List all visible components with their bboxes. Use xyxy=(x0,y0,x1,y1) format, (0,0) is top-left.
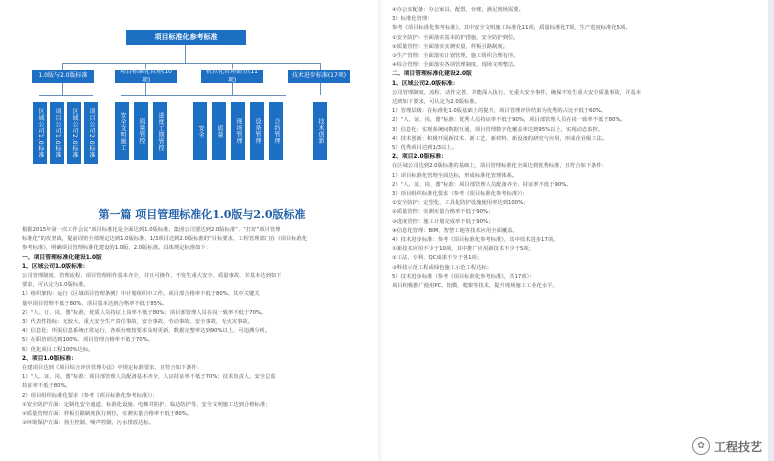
org-l3-box: 进度工期管控 xyxy=(153,102,167,160)
body-line: 2）“人、证、岗、器”标准：项目部管理人员配备齐全，持证率不低于90%。 xyxy=(392,181,572,188)
section-heading: 二、项目管理标准化建设2.0版 xyxy=(392,71,472,78)
org-l3-box: 技术创新 xyxy=(313,102,327,160)
right-page xyxy=(392,7,762,461)
body-line: 根据2015年第一次工作会议“项目标准化是全面达到1.0版标准，集团公司要达到2.0版标准”、“打好”项目管理 xyxy=(22,227,281,233)
body-line: 在区域公司达到2.0版标准的基础上，项目管理标准化全面达到优秀标准，且符合如下条件： xyxy=(392,163,608,170)
section-heading: 一、项目管理标准化建设1.0版 xyxy=(22,254,102,261)
body-line: ①安全防护：全面落实基本防护措施，安全防护到位。 xyxy=(392,34,519,41)
org-root: 项目标准化参考标准 xyxy=(126,30,246,45)
body-line: 5）优秀项目达到1/3以上。 xyxy=(392,145,457,152)
org-l3-box: 现场管理 xyxy=(231,102,245,160)
body-line: 6）优化项目工程100%达标。 xyxy=(22,346,94,353)
org-l2-box: 项目标准化管理(10项) xyxy=(115,70,177,83)
body-line: 公司管理制度、管理流程、项目管理组作基本齐全，并且可操作，不发生重大安全、质量事故，并基本达到如下 xyxy=(22,273,282,280)
body-line: 3）标准化管理： xyxy=(392,16,433,23)
left-page xyxy=(22,20,382,461)
page-binding xyxy=(378,0,384,461)
right-edge-strip xyxy=(768,0,774,461)
body-line: 4）技术进步标准：参考《项目标准化参考标准》，其中技术进步17项。 xyxy=(392,237,559,244)
org-l2-box: 技术进步标准(17项) xyxy=(288,70,350,83)
body-line: 3）项目组织标准化要求（参考《项目标准化参考标准》）： xyxy=(392,191,528,198)
org-l3-box: 项目公司2.0标准 xyxy=(84,102,98,164)
body-line: 3）代表性指标：无较大、重大安全生产责任事故，安全事故、劳动事故、安全事故，无火灾事故。 xyxy=(22,319,254,326)
left-body xyxy=(22,226,382,428)
org-l3-box: 项目公司1.0标准 xyxy=(50,102,64,164)
watermark-text: 工程技艺 xyxy=(713,439,762,454)
body-line: 2）项目组织标准化要求（参考《项目标准化参考标准》）： xyxy=(22,392,158,399)
body-line: 5）在职培训达到100%，项目管理合格率不低于70%。 xyxy=(22,337,153,344)
org-l3-box: 设备管理 xyxy=(250,102,264,160)
body-line: 持证率不低于80%。 xyxy=(22,383,71,390)
org-l2-box: 机位化管理部分(11项) xyxy=(201,70,263,83)
body-line: 1）项目标准化管理全面达标，形成标准化管理体系。 xyxy=(392,172,518,179)
subsection-heading: 2、项目2.0版标准： xyxy=(392,154,447,161)
body-line: 1）“人、证、岗、器”标准：项目部管理人员配备基本齐全，人证持证率不低于70%；技术负责人、安全总监 xyxy=(22,374,276,381)
body-line: ②质量管理方面：样板引路制度执行到位，实测实量合格率不低于80%。 xyxy=(22,411,193,418)
watermark xyxy=(692,437,762,455)
body-line: 4）技术创新：积极开展新技术、新工艺、新材料、新设备的研究与应用，形成企业级工法。 xyxy=(392,135,608,142)
org-l3-box: 安全 xyxy=(193,102,207,160)
body-line: 1）组织架构：运行《区域项目管理条例》中计划组织中工作。项目部合格率不低于80%，其中关键关 xyxy=(22,291,260,298)
subsection-heading: 1、区域公司1.0版标准： xyxy=(22,263,89,270)
org-l3-box: 合约管理 xyxy=(269,102,283,160)
body-line: 1）管理层级：在标准化1.0版基础上的提升，项目管理评价结果为优秀的占比不低于60%。 xyxy=(392,108,607,115)
body-line: 2）“人、证、岗、器”标准：优秀人员持证率不低于90%，项目部管理人员在岗一致率不低于80%。 xyxy=(392,117,626,124)
subsection-heading: 1、区域公司2.0版标准： xyxy=(392,80,459,87)
body-line: 量中项目管理不低于80%，项目基本达到合格率不低于85%。 xyxy=(22,300,168,307)
org-l3-box: 安全文明施工 xyxy=(115,102,129,160)
body-line: ④综合管理：全面落实各项管理制度，现场文明整洁。 xyxy=(392,62,519,69)
body-line: 公司管理制度、流程、动作完善，并能深入执行，无重大安全事件，确保不发生重大安全质量事故，并基本 xyxy=(392,89,641,96)
body-line: 在建项目达到《项目综合评价管理办法》中规定标准要求，且符合如下条件： xyxy=(22,365,203,372)
org-chart xyxy=(22,20,382,192)
body-line: 5）技术进步标准（参考《项目标准化参考标准》，共17项）： xyxy=(392,273,535,280)
org-l3-box: 质量管控 xyxy=(134,102,148,160)
body-line: ①新技术应用不少于10项，其中推广应用新技术不少于5项； xyxy=(392,246,534,253)
body-line: 要求，可认定为1.0版标准。 xyxy=(22,282,89,289)
body-line: ③进度管控：施工计划完成率不低于90%； xyxy=(392,218,494,225)
org-l3-box: 区域公司2.0标准 xyxy=(67,102,81,164)
body-line: 参考标准》，明确项目管理标准化建设的1.0版、2.0版标准。具体规定标准如下： xyxy=(22,245,211,252)
body-line: 2）“人、订、岗、器”标准，优质人员持证上岗率不低于80%；项目部管理人员在岗一致率不低于70%。 xyxy=(22,309,267,316)
body-line: ②工法、专利、QC成果不少于各1项； xyxy=(392,255,483,262)
body-line: 参考《项目标准化参考标准》，其中安全文明施工标准化11项，质量标准化7项，生产进度标准化5项。 xyxy=(392,25,631,32)
body-line: ①安全防护方面：定制化安全通道、标准化设施、电梯井防护、临边防护等，安全文明施工达到合格标准； xyxy=(22,401,271,408)
org-l3-box: 区域公司1.0标准 xyxy=(33,102,47,164)
org-l2-box: 1.0版与2.0版标准 xyxy=(32,70,94,83)
body-line: ③科技示范工程或绿色施工示范工程达标； xyxy=(392,264,493,271)
subsection-heading: 2、项目1.0版标准： xyxy=(22,355,77,362)
body-line: ④办公室配备：办公家具、配置、台账，满足现场需要。 xyxy=(392,7,524,13)
body-line: ①安全防护：定型化、工具化防护设施使用率达到100%； xyxy=(392,200,529,207)
body-line: ③环境保护方面：扬尘控制、噪声控制、污水排放达标。 xyxy=(22,420,154,427)
body-line: ②质量管控：实测实量合格率不低于90%； xyxy=(392,209,494,216)
body-line: 3）信息化：实现系统间数据互通，项目管理数字化覆盖率达到95%以上，实现动态监控。 xyxy=(392,126,604,133)
body-line: 项目积极推广使用PC、铝模、爬架等技术，提升现场施工工业化水平。 xyxy=(392,283,558,290)
body-line: 达到如下要求，可认定为2.0版标准。 xyxy=(392,99,480,106)
chapter-title: 第一篇 项目管理标准化1.0版与2.0版标准 xyxy=(98,208,306,221)
org-l3-box: 质量 xyxy=(212,102,226,160)
body-line: ④信息化管理：BIM、智慧工地等技术应用全面覆盖。 xyxy=(392,227,518,234)
body-line: ③生产管理：全面落实计划管理，施工组织合理有序。 xyxy=(392,53,519,60)
body-line: 标准化”的攻坚战，提前周密全部规定达到1.0版标准，1/3项目达到2.0版标准的“目标要求，工程管理部门在《项目标准化 xyxy=(22,236,308,243)
wechat-logo-icon: ✿ xyxy=(692,437,710,455)
body-line: ②质量管控：全面落实实测实量，样板引路制度。 xyxy=(392,43,508,50)
body-line: 4）信息化：所需信息系统正常运行，各项台账按要求及时更新，数据完整率达到90%以上，可追溯分析。 xyxy=(22,328,271,335)
